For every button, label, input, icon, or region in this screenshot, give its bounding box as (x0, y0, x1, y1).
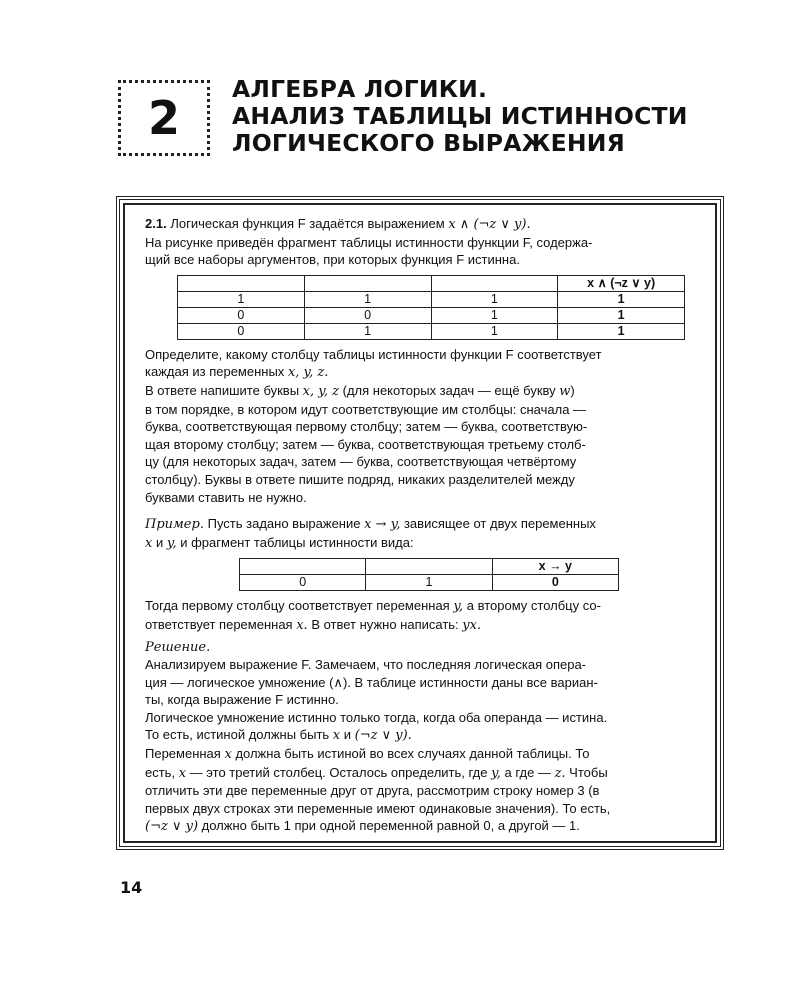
solution-line: ция — логическое умножение (∧). В таблице истинности даны все вариан- (145, 674, 598, 690)
table-header-cell (178, 275, 305, 291)
task-number: 2.1. (145, 216, 167, 231)
example-text: Тогда первому столбцу соответствует переменная (145, 598, 450, 614)
solution-line (145, 817, 699, 836)
chapter-number: 2 (147, 91, 180, 145)
solution-line: первых двух строках эти переменные имеют одинаковые значения). То есть, (145, 800, 611, 816)
answer-var-w: w (559, 383, 571, 399)
table-header-cell (431, 275, 558, 291)
solution-line: ты, когда выражение F истинно. (145, 692, 339, 708)
solution-var: y, (491, 765, 501, 781)
answer-line: щая второму столбцу; затем — буква, соответствующая третьему столб- (145, 436, 586, 452)
example-var: x (145, 535, 153, 551)
task-frame-inner (123, 203, 717, 843)
table-cell: 0 (178, 323, 305, 339)
answer-line: буква, соответствующая первому столбцу; затем — буква, соответствую- (145, 419, 588, 435)
solution-line: Логическое умножение истинно только тогда, когда оба операнда — истина. (145, 709, 608, 725)
example-expression: x → y, (364, 517, 401, 533)
task-frame (116, 196, 724, 850)
solution-var: x (332, 728, 341, 744)
chapter-title-line: АЛГЕБРА ЛОГИКИ. (232, 75, 488, 103)
task-content (145, 215, 699, 836)
chapter-number-box (118, 80, 210, 156)
solution-label-line (145, 638, 699, 657)
answer-text: (для некоторых задач — ещё букву (342, 382, 556, 398)
example-text: а второму столбцу со- (466, 598, 601, 614)
solution-text: должно быть 1 при одной переменной равной 0, а другой — 1. (201, 818, 580, 834)
table-header-row (178, 275, 685, 291)
chapter-title (232, 76, 688, 157)
chapter-title-line: АНАЛИЗ ТАБЛИЦЫ ИСТИННОСТИ (232, 102, 688, 130)
question-text: каждая из переменных (145, 364, 285, 380)
task-expression: x ∧ (¬z ∨ y). (448, 217, 531, 232)
table-cell: 0 (492, 575, 618, 591)
page-number: 14 (120, 878, 143, 897)
solution-label: Решение. (145, 639, 211, 655)
example-text: ответствует переменная (145, 616, 293, 632)
answer-text: В ответе напишите буквы (145, 382, 300, 398)
solution-expression: (¬z ∨ y) (145, 819, 199, 835)
question-vars: x, y, z. (287, 365, 329, 381)
solution-line (145, 745, 699, 764)
table-row (240, 575, 619, 591)
solution-expression: (¬z ∨ y). (354, 728, 412, 744)
table-cell: 1 (431, 291, 558, 307)
table-header-cell (366, 559, 492, 575)
solution-line: отличить эти две переменные друг от друга, рассмотрим строку номер 3 (в (145, 783, 600, 799)
answer-line: в том порядке, в котором идут соответствующие им столбцы: сначала — (145, 401, 587, 417)
truth-table (177, 275, 685, 340)
example-var: y, (166, 535, 177, 551)
solution-text: и (343, 727, 352, 743)
table-cell: 1 (558, 307, 685, 323)
table-cell: 0 (178, 307, 305, 323)
table-cell: 1 (178, 291, 305, 307)
answer-line (145, 382, 699, 401)
example-text: Пусть задано выражение (207, 516, 361, 532)
solution-text: а где — (504, 764, 551, 780)
example-text: В ответ нужно написать: (311, 616, 459, 632)
example-answer: yx. (462, 617, 482, 633)
example-line (145, 515, 699, 534)
example-after-line (145, 616, 699, 635)
example-table (239, 558, 619, 591)
answer-text: ) (570, 382, 575, 398)
solution-var: z. (554, 765, 566, 781)
example-line (145, 534, 699, 553)
solution-text: есть, (145, 764, 176, 780)
table-cell: 1 (431, 323, 558, 339)
solution-text: Переменная (145, 746, 221, 762)
table-row (178, 291, 685, 307)
table-cell: 1 (558, 291, 685, 307)
answer-vars: x, y, z (302, 383, 339, 399)
answer-line: столбцу). Буквы в ответе пишите подряд, никаких разделителей между (145, 471, 575, 487)
task-line: На рисунке приведён фрагмент таблицы истинности функции F, содержа- (145, 234, 593, 250)
table-cell: 1 (304, 291, 431, 307)
example-label: Пример. (145, 517, 204, 533)
table-cell: 1 (558, 323, 685, 339)
table-header-cell: x → y (492, 559, 618, 575)
example-text: зависящее от двух переменных (403, 516, 596, 532)
example-var: x. (296, 617, 308, 633)
solution-var: x (178, 765, 187, 781)
table-cell: 1 (431, 307, 558, 323)
solution-line (145, 764, 699, 783)
example-text: и (155, 534, 164, 550)
table-cell: 0 (240, 575, 366, 591)
answer-line: буквами ставить не нужно. (145, 489, 307, 505)
solution-text: должна быть истиной во всех случаях данной таблицы. То (235, 746, 590, 762)
task-text: Логическая функция F задаётся выражением (170, 216, 445, 231)
table-header-row (240, 559, 619, 575)
table-header-cell (304, 275, 431, 291)
table-header-cell: x ∧ (¬z ∨ y) (558, 275, 685, 291)
table-cell: 0 (304, 307, 431, 323)
task-statement (145, 215, 699, 234)
chapter-title-line: ЛОГИЧЕСКОГО ВЫРАЖЕНИЯ (232, 129, 625, 157)
solution-var: x (224, 747, 232, 763)
table-cell: 1 (304, 323, 431, 339)
table-row (178, 323, 685, 339)
table-cell: 1 (366, 575, 492, 591)
solution-line: Анализируем выражение F. Замечаем, что последняя логическая опера- (145, 657, 587, 673)
solution-line (145, 726, 699, 745)
question-line: Определите, какому столбцу таблицы истинности функции F соответствует (145, 346, 602, 362)
solution-text: Чтобы (569, 764, 608, 780)
example-var: y, (453, 599, 464, 615)
table-header-cell (240, 559, 366, 575)
question-line (145, 363, 699, 382)
task-line: щий все наборы аргументов, при которых функция F истинна. (145, 252, 520, 268)
table-row (178, 307, 685, 323)
solution-text: — это третий столбец. Осталось определить, где (189, 764, 488, 780)
example-after-line (145, 597, 699, 616)
solution-text: То есть, истиной должны быть (145, 727, 330, 743)
example-text: и фрагмент таблицы истинности вида: (180, 534, 414, 550)
answer-line: цу (для некоторых задач, затем — буква, соответствующая четвёртому (145, 454, 577, 470)
